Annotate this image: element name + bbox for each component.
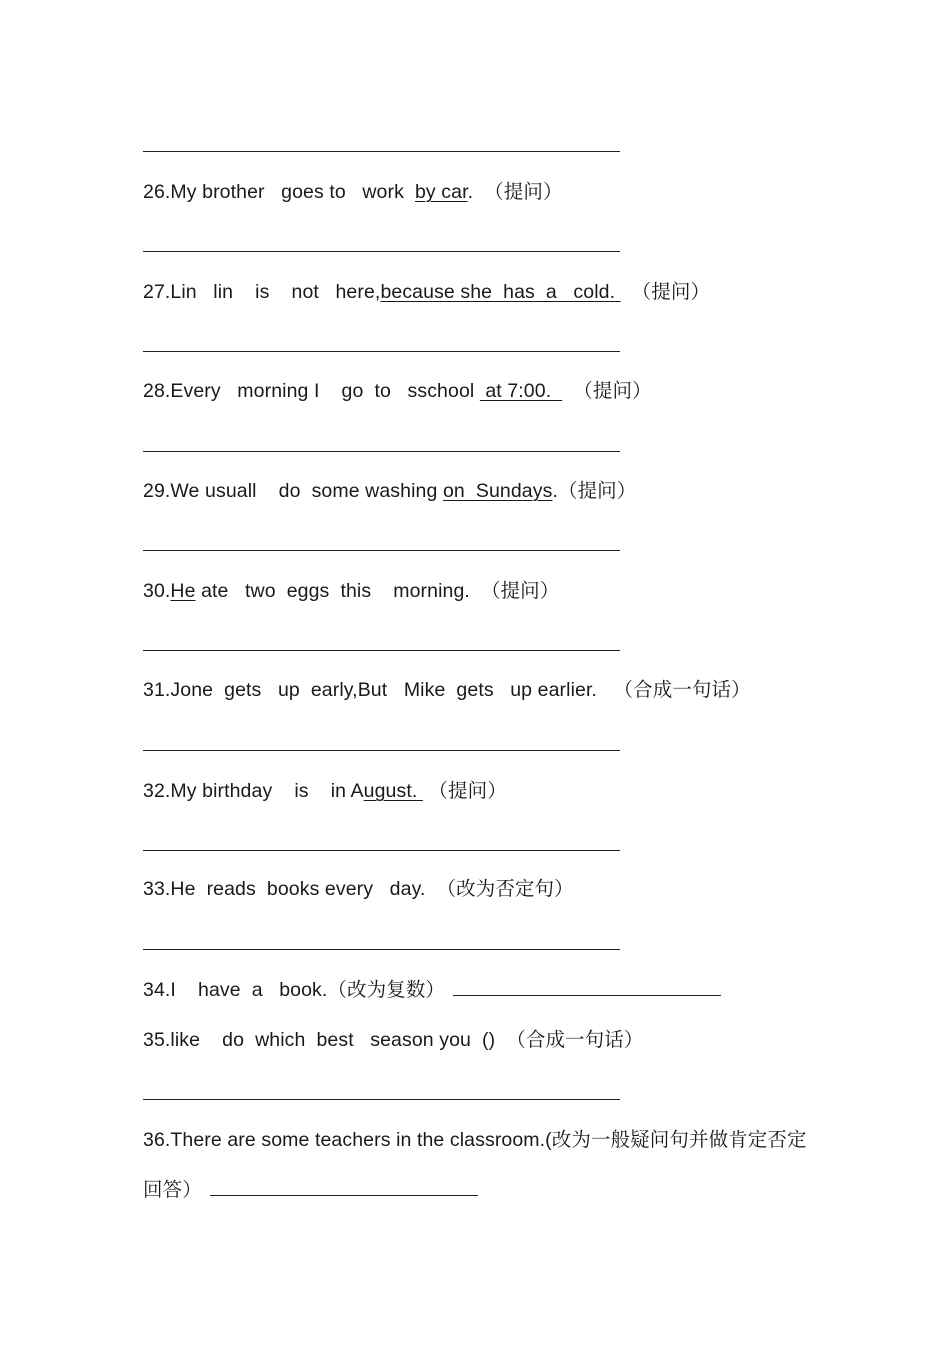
text-segment: 27.Lin lin is not here, [143,281,381,303]
answer-line [143,650,620,651]
text-segment: ate two eggs this morning. （提问） [195,580,560,602]
text-segment: 34.I have a book.（改为复数） [143,979,446,1001]
underlined-segment: because she has a cold. [380,281,621,303]
text-segment: 31.Jone gets up early,But Mike gets up earlier. （合成一句话） [143,679,751,701]
answer-line [143,850,620,851]
inline-answer-blank [210,1194,478,1196]
question-27 [143,280,710,304]
question-31 [143,678,751,702]
question-35 [143,1028,643,1052]
text-segment: 35.like do which best season you () （合成一句话） [143,1029,644,1051]
question-33 [143,877,574,901]
answer-line [143,750,620,751]
underlined-segment: ugust. [363,780,423,802]
question-29 [143,479,636,503]
question-32 [143,779,507,803]
question-28 [143,379,652,403]
text-segment: 28.Every morning I go to sschool [143,380,480,402]
text-segment: （提问） [620,281,711,303]
underlined-segment: He [170,580,196,602]
question-30 [143,579,559,603]
text-segment: .（提问） [552,480,637,502]
inline-answer-blank [453,994,721,996]
text-segment: 26.My brother goes to work [143,181,415,203]
answer-line [143,251,620,252]
text-segment: 29.We usuall do some washing [143,480,443,502]
answer-line [143,151,620,152]
underlined-segment: on Sundays [442,480,553,502]
answer-line [143,451,620,452]
answer-line [143,351,620,352]
text-segment: 36.There are some teachers in the classroom.(改为一般疑问句并做肯定否定回答） [143,1129,807,1201]
text-segment: （提问） [422,780,507,802]
question-26 [143,180,563,204]
text-segment: 33.He reads books every day. （改为否定句） [143,878,574,900]
question-34 [143,978,721,1002]
text-segment: 32.My birthday is in A [143,780,364,802]
answer-line [143,550,620,551]
answer-line [143,1099,620,1100]
text-segment: 30. [143,580,171,602]
answer-line [143,949,620,950]
underlined-segment: by car [414,181,468,203]
question-36 [143,1115,813,1215]
text-segment: . （提问） [467,181,563,203]
text-segment: （提问） [562,380,652,402]
underlined-segment: at 7:00. [479,380,563,402]
